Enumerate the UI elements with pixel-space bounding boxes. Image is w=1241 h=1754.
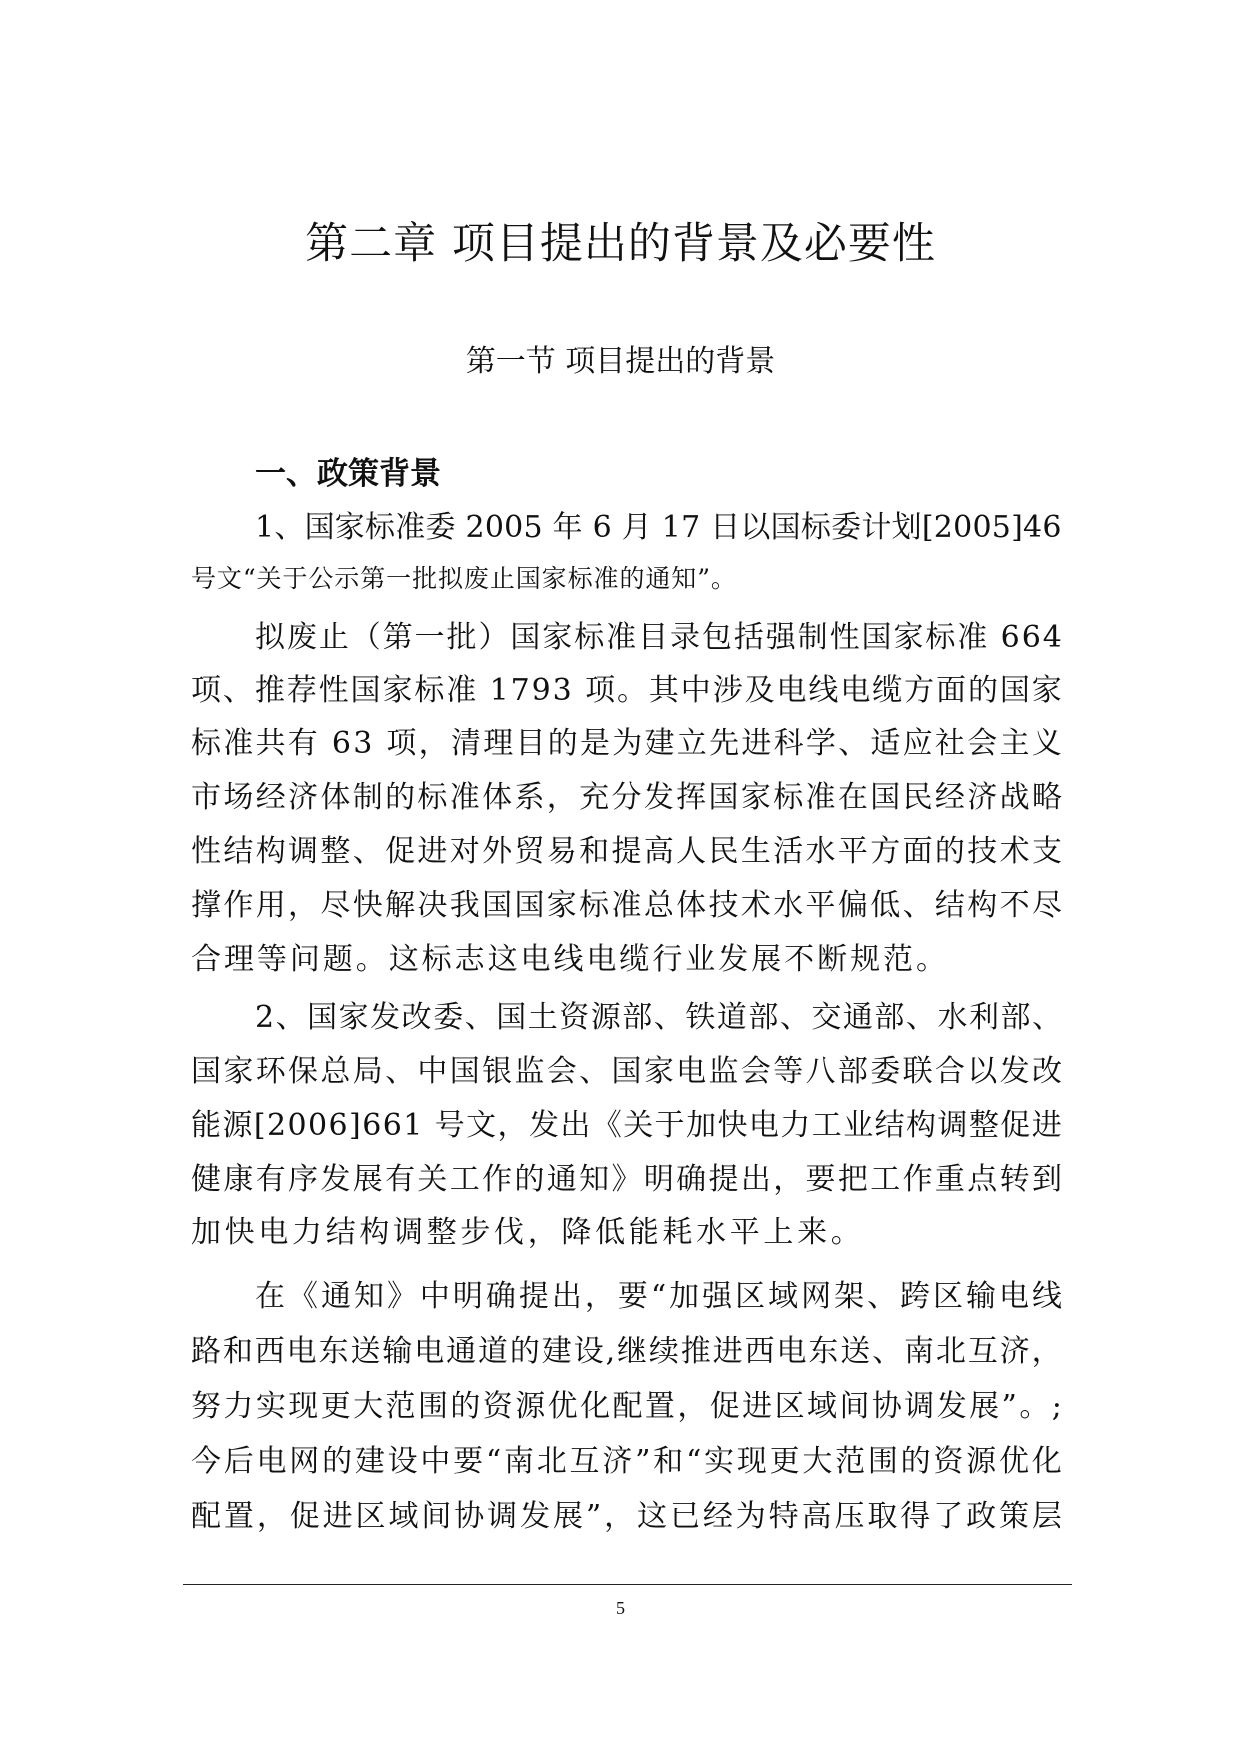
body-line: 1 、 国 家 标 准 委 2 0 0 5 年 6 月 1 7 日 以 国 标 委 计 划 [ 2 0 0 5 ] 4 6 <box>255 510 1062 545</box>
body-line: 号 文 “ 关 于 公 示 第 一 批 拟 废 止 国 家 标 准 的 通 知 ” 。 <box>191 564 736 593</box>
body-line: 今 后 电 网 的 建 设 中 要 “ 南 北 互 济 ” 和 “ 实 现 更 大 范 围 的 资 源 优 化 <box>191 1444 1062 1479</box>
footer-divider <box>183 1584 1072 1585</box>
body-line: 项 、 推 荐 性 国 家 标 准 1 7 9 3 项 。 其 中 涉 及 电 线 电 缆 方 面 的 国 家 <box>191 673 1062 708</box>
body-line: 合 理 等 问 题 。 这 标 志 这 电 线 电 缆 行 业 发 展 不 断 规 范 。 <box>191 942 946 977</box>
subsection-heading: 一、政策背景 <box>255 456 441 492</box>
body-line: 努 力 实 现 更 大 范 围 的 资 源 优 化 配 置 ， 促 进 区 域 间 协 调 发 展 ” 。 ; <box>191 1389 1062 1424</box>
body-line: 在 《 通 知 》 中 明 确 提 出 ， 要 “ 加 强 区 域 网 架 、 跨 区 输 电 线 <box>255 1279 1062 1314</box>
body-line: 标 准 共 有 6 3 项 ， 清 理 目 的 是 为 建 立 先 进 科 学 、 适 应 社 会 主 义 <box>191 726 1062 761</box>
body-line: 健 康 有 序 发 展 有 关 工 作 的 通 知 》 明 确 提 出 ， 要 把 工 作 重 点 转 到 <box>191 1162 1062 1197</box>
body-line: 市 场 经 济 体 制 的 标 准 体 系 ， 充 分 发 挥 国 家 标 准 在 国 民 经 济 战 略 <box>191 780 1062 815</box>
body-line: 性 结 构 调 整 、 促 进 对 外 贸 易 和 提 高 人 民 生 活 水 平 方 面 的 技 术 支 <box>191 834 1062 869</box>
body-line: 2 、 国 家 发 改 委 、 国 土 资 源 部 、 铁 道 部 、 交 通 部 、 水 利 部 、 <box>255 1000 1062 1035</box>
body-line: 路 和 西 电 东 送 输 电 通 道 的 建 设 , 继 续 推 进 西 电 东 送 、 南 北 互 济 ， <box>191 1334 1062 1369</box>
body-line: 拟 废 止 （ 第 一 批 ） 国 家 标 准 目 录 包 括 强 制 性 国 家 标 准 6 6 4 <box>255 620 1062 655</box>
body-line: 配 置 ， 促 进 区 域 间 协 调 发 展 ” ， 这 已 经 为 特 高 压 取 得 了 政 策 层 <box>191 1499 1062 1534</box>
body-line: 加 快 电 力 结 构 调 整 步 伐 ， 降 低 能 耗 水 平 上 来 。 <box>191 1215 861 1250</box>
body-line: 能 源 [ 2 0 0 6 ] 6 6 1 号 文 ， 发 出 《 关 于 加 快 电 力 工 业 结 构 调 整 促 进 <box>191 1108 1062 1143</box>
chapter-title: 第二章 项目提出的背景及必要性 <box>305 219 936 269</box>
body-line: 国 家 环 保 总 局 、 中 国 银 监 会 、 国 家 电 监 会 等 八 部 委 联 合 以 发 改 <box>191 1054 1062 1089</box>
body-line: 撑 作 用 ， 尽 快 解 决 我 国 国 家 标 准 总 体 技 术 水 平 偏 低 、 结 构 不 尽 <box>191 888 1062 923</box>
page-number: 5 <box>616 1598 625 1618</box>
section-title: 第一节 项目提出的背景 <box>465 344 776 379</box>
